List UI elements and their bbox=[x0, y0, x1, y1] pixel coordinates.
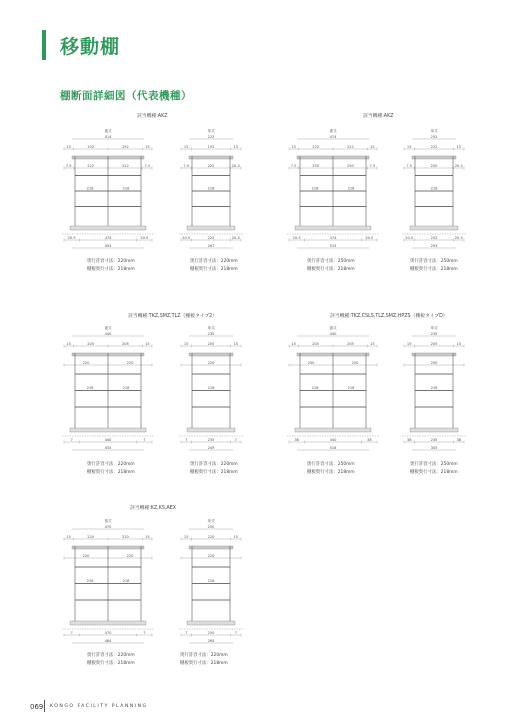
shelf-depth-label: 218 bbox=[86, 579, 94, 583]
note-depth-allowance: 奥行許容寸法：250mm bbox=[410, 259, 458, 264]
bottom-dim-label: 7 bbox=[185, 630, 188, 635]
drawing-svg bbox=[398, 126, 470, 256]
bottom-dim-label: 7 bbox=[185, 437, 188, 442]
top-dim-label: 205 bbox=[87, 341, 95, 346]
inner-dim-label: 220 bbox=[82, 360, 90, 365]
drawing-svg bbox=[175, 126, 247, 256]
bottom-dim-label: 235 bbox=[430, 437, 438, 442]
inner-dim-label: 250 bbox=[430, 163, 438, 168]
note-depth-allowance: 奥行許容寸法：220mm bbox=[190, 259, 238, 264]
drawing-svg bbox=[175, 323, 247, 458]
total-dim-label: 454 bbox=[104, 445, 112, 450]
total-dim-label: 267 bbox=[207, 243, 215, 248]
shelf-depth-label: 218 bbox=[430, 186, 438, 191]
note-shelf-depth: 棚板奥行寸法：218mm bbox=[190, 266, 238, 272]
overall-dim-label: 414 bbox=[104, 134, 112, 139]
bottom-dim-label: 7 bbox=[143, 437, 146, 442]
drawing-svg bbox=[175, 516, 247, 651]
note-depth-allowance: 奥行許容寸法：220mm bbox=[180, 653, 228, 658]
note-shelf-depth: 棚板奥行寸法：218mm bbox=[307, 469, 355, 475]
section-drawing-akz-single bbox=[175, 126, 247, 256]
title-accent-bar bbox=[42, 30, 46, 60]
top-dim-label: 15 bbox=[233, 534, 239, 539]
view-label: 単式 bbox=[430, 129, 438, 133]
note-shelf-depth: 棚板奥行寸法：218mm bbox=[87, 266, 135, 272]
bottom-dim-label: 474 bbox=[329, 235, 337, 240]
top-dim-label: 15 bbox=[291, 144, 296, 149]
top-dim-label: 15 bbox=[456, 144, 462, 149]
bottom-dim-label: 474 bbox=[104, 235, 112, 240]
section-drawing-tkz-single bbox=[175, 323, 247, 458]
top-dim-label: 15 bbox=[66, 534, 71, 539]
notes-d3 bbox=[410, 258, 458, 273]
inner-dim-label: 20.5 bbox=[454, 163, 463, 168]
overall-dim-label: 440 bbox=[104, 331, 112, 336]
inner-dim-label: 250 bbox=[307, 360, 315, 365]
view-label: 単式 bbox=[207, 519, 215, 523]
top-dim-label: 205 bbox=[312, 341, 320, 346]
drawing-svg bbox=[398, 323, 470, 458]
base-carriage bbox=[70, 621, 146, 625]
inner-dim-label: 7.5 bbox=[369, 163, 376, 168]
page-title: 移動棚 bbox=[60, 36, 121, 58]
base-carriage bbox=[187, 621, 235, 625]
bottom-dim-label: 20.5 bbox=[292, 235, 301, 240]
top-dim-label: 222 bbox=[430, 144, 438, 149]
top-dim-label: 15 bbox=[183, 534, 189, 539]
group-label-4: 該当機種:TKZ,CSLS,TLZ,SMZ,HPZS（棚板タイプD） bbox=[330, 314, 448, 319]
shelf-depth-label: 218 bbox=[347, 386, 355, 390]
bottom-dim-label: 20.5 bbox=[365, 235, 374, 240]
top-plate bbox=[412, 353, 456, 356]
top-dim-label: 15 bbox=[370, 341, 375, 346]
total-dim-label: 264 bbox=[207, 638, 215, 643]
top-dim-label: 15 bbox=[233, 341, 239, 346]
inner-dim-label: 250 bbox=[312, 163, 320, 168]
section-drawing-tkzd-double bbox=[283, 323, 383, 458]
note-shelf-depth: 棚板奥行寸法：218mm bbox=[410, 266, 458, 272]
inner-dim-label: 222 bbox=[121, 163, 129, 168]
bottom-dim-label: 20.5 bbox=[454, 235, 463, 240]
group-label-1: 該当機種:AKZ bbox=[137, 114, 168, 119]
inner-dim-label: 220 bbox=[126, 553, 134, 558]
inner-dim-label: 220 bbox=[126, 360, 134, 365]
top-dim-label: 205 bbox=[346, 341, 354, 346]
group-label-2: 該当機種:AKZ bbox=[363, 114, 394, 119]
section-drawing-kz-single bbox=[175, 516, 247, 651]
notes-d2 bbox=[307, 258, 355, 273]
notes-d6 bbox=[307, 461, 355, 476]
note-depth-allowance: 奥行許容寸法：220mm bbox=[87, 653, 135, 658]
note-depth-allowance: 奥行許容寸法：220mm bbox=[190, 462, 238, 467]
shelf-depth-label: 218 bbox=[347, 186, 355, 191]
shelf-depth-label: 218 bbox=[122, 386, 130, 390]
inner-dim-label: 7.5 bbox=[290, 163, 297, 168]
notes-d1 bbox=[190, 258, 238, 273]
top-dim-label: 15 bbox=[145, 534, 150, 539]
base-carriage bbox=[410, 226, 458, 230]
overall-dim-label: 222 bbox=[207, 134, 215, 139]
notes-d7 bbox=[410, 461, 458, 476]
base-carriage bbox=[187, 428, 235, 432]
inner-dim-label: 20.5 bbox=[231, 163, 240, 168]
note-depth-allowance: 奥行許容寸法：220mm bbox=[87, 462, 135, 467]
shelf-depth-label: 218 bbox=[122, 579, 130, 583]
base-carriage bbox=[295, 226, 371, 230]
bottom-dim-label: 20.5 bbox=[67, 235, 76, 240]
total-dim-label: 484 bbox=[104, 638, 112, 643]
section-drawing-akz-double bbox=[58, 126, 158, 256]
overall-dim-label: 235 bbox=[207, 331, 215, 336]
bottom-dim-label: 235 bbox=[207, 437, 215, 442]
bottom-dim-label: 252 bbox=[430, 235, 438, 240]
footer-divider bbox=[44, 700, 45, 712]
top-dim-label: 15 bbox=[66, 144, 71, 149]
bottom-dim-label: 440 bbox=[104, 437, 112, 442]
overall-dim-label: 474 bbox=[329, 134, 337, 139]
total-dim-label: 293 bbox=[430, 243, 438, 248]
drawing-svg bbox=[283, 323, 383, 458]
total-dim-label: 515 bbox=[329, 243, 337, 248]
notes-d9 bbox=[180, 652, 228, 667]
note-shelf-depth: 棚板奥行寸法：218mm bbox=[87, 660, 135, 666]
view-label: 単式 bbox=[430, 326, 438, 330]
top-plate bbox=[189, 353, 233, 356]
drawing-svg bbox=[58, 323, 158, 458]
top-dim-label: 205 bbox=[121, 341, 129, 346]
top-dim-label: 15 bbox=[145, 341, 150, 346]
total-dim-label: 493 bbox=[104, 243, 112, 248]
shelf-depth-label: 218 bbox=[207, 386, 215, 390]
page-number: 069 bbox=[30, 703, 44, 711]
base-carriage bbox=[70, 226, 146, 230]
total-dim-label: 305 bbox=[430, 445, 438, 450]
top-plate bbox=[412, 156, 456, 159]
shelf-depth-label: 218 bbox=[207, 579, 215, 583]
bottom-dim-label: 20.5 bbox=[405, 235, 414, 240]
note-depth-allowance: 奥行許容寸法：220mm bbox=[87, 259, 135, 264]
notes-d8 bbox=[87, 652, 135, 667]
total-dim-label: 516 bbox=[329, 445, 337, 450]
inner-dim-label: 7.5 bbox=[65, 163, 72, 168]
notes-d4 bbox=[87, 461, 135, 476]
bottom-dim-label: 250 bbox=[207, 630, 215, 635]
section-drawing-tkzd-single bbox=[398, 323, 470, 458]
view-label: 複式 bbox=[104, 129, 112, 133]
note-depth-allowance: 奥行許容寸法：250mm bbox=[307, 259, 355, 264]
top-dim-label: 220 bbox=[121, 534, 129, 539]
bottom-dim-label: 7 bbox=[143, 630, 146, 635]
inner-dim-label: 250 bbox=[346, 163, 354, 168]
view-label: 複式 bbox=[329, 129, 337, 133]
top-dim-label: 15 bbox=[406, 341, 412, 346]
base-carriage bbox=[70, 428, 146, 432]
section-drawing-akz-double-250 bbox=[283, 126, 383, 256]
top-dim-label: 15 bbox=[66, 341, 71, 346]
shelf-depth-label: 218 bbox=[311, 386, 319, 390]
shelf-depth-label: 218 bbox=[122, 186, 130, 191]
top-dim-label: 220 bbox=[207, 534, 215, 539]
top-dim-label: 222 bbox=[346, 144, 354, 149]
top-dim-label: 192 bbox=[121, 144, 129, 149]
bottom-dim-label: 440 bbox=[329, 437, 337, 442]
bottom-dim-label: 38 bbox=[294, 437, 299, 442]
bottom-dim-label: 470 bbox=[104, 630, 112, 635]
top-dim-label: 205 bbox=[207, 341, 215, 346]
bottom-dim-label: 7 bbox=[234, 437, 237, 442]
note-shelf-depth: 棚板奥行寸法：218mm bbox=[87, 469, 135, 475]
inner-dim-label: 220 bbox=[207, 553, 215, 558]
top-dim-label: 192 bbox=[207, 144, 215, 149]
note-shelf-depth: 棚板奥行寸法：218mm bbox=[190, 469, 238, 475]
inner-dim-label: 250 bbox=[351, 360, 359, 365]
note-depth-allowance: 奥行許容寸法：250mm bbox=[307, 462, 355, 467]
bottom-dim-label: 7 bbox=[70, 630, 73, 635]
total-dim-label: 249 bbox=[207, 445, 215, 450]
drawing-svg bbox=[58, 516, 158, 651]
bottom-dim-label: 38 bbox=[406, 437, 412, 442]
overall-dim-label: 440 bbox=[329, 331, 337, 336]
bottom-dim-label: 20.5 bbox=[231, 235, 240, 240]
view-label: 単式 bbox=[207, 129, 215, 133]
overall-dim-label: 250 bbox=[207, 524, 215, 529]
notes-d5 bbox=[190, 461, 238, 476]
bottom-dim-label: 7 bbox=[70, 437, 73, 442]
top-dim-label: 222 bbox=[312, 144, 320, 149]
overall-dim-label: 235 bbox=[430, 331, 438, 336]
inner-dim-label: 250 bbox=[430, 360, 438, 365]
bottom-dim-label: 20.5 bbox=[182, 235, 191, 240]
shelf-depth-label: 218 bbox=[207, 186, 215, 191]
base-carriage bbox=[187, 226, 235, 230]
view-label: 単式 bbox=[207, 326, 215, 330]
top-dim-label: 220 bbox=[87, 534, 95, 539]
bottom-dim-label: 20.5 bbox=[140, 235, 149, 240]
section-drawing-tkz-double bbox=[58, 323, 158, 458]
note-shelf-depth: 棚板奥行寸法：218mm bbox=[180, 660, 228, 666]
inner-dim-label: 220 bbox=[207, 360, 215, 365]
view-label: 複式 bbox=[329, 326, 337, 330]
top-dim-label: 192 bbox=[87, 144, 95, 149]
top-dim-label: 15 bbox=[183, 144, 189, 149]
section-title: 棚断面詳細図（代表機種） bbox=[60, 90, 192, 102]
top-dim-label: 15 bbox=[183, 341, 189, 346]
overall-dim-label: 470 bbox=[104, 524, 112, 529]
base-carriage bbox=[410, 428, 458, 432]
drawing-svg bbox=[283, 126, 383, 256]
bottom-dim-label: 222 bbox=[207, 235, 215, 240]
inner-dim-label: 7.5 bbox=[406, 163, 413, 168]
top-dim-label: 15 bbox=[456, 341, 462, 346]
top-plate bbox=[189, 156, 233, 159]
overall-dim-label: 252 bbox=[430, 134, 438, 139]
company-name: KONGO FACILITY PLANNING bbox=[50, 704, 148, 709]
bottom-dim-label: 38 bbox=[456, 437, 462, 442]
drawing-svg bbox=[58, 126, 158, 256]
inner-dim-label: 7.5 bbox=[144, 163, 151, 168]
section-drawing-akz-single-250 bbox=[398, 126, 470, 256]
shelf-depth-label: 218 bbox=[311, 186, 319, 191]
top-dim-label: 205 bbox=[430, 341, 438, 346]
top-dim-label: 15 bbox=[291, 341, 296, 346]
note-depth-allowance: 奥行許容寸法：250mm bbox=[410, 462, 458, 467]
note-shelf-depth: 棚板奥行寸法：218mm bbox=[307, 266, 355, 272]
shelf-depth-label: 218 bbox=[86, 186, 94, 191]
inner-dim-label: 222 bbox=[207, 163, 215, 168]
top-dim-label: 15 bbox=[233, 144, 239, 149]
inner-dim-label: 222 bbox=[87, 163, 95, 168]
notes-d0 bbox=[87, 258, 135, 273]
group-label-5: 該当機種:KZ,KS,AEX bbox=[130, 506, 177, 511]
bottom-dim-label: 7 bbox=[234, 630, 237, 635]
section-drawing-kz-double bbox=[58, 516, 158, 651]
top-dim-label: 15 bbox=[406, 144, 412, 149]
shelf-depth-label: 218 bbox=[86, 386, 94, 390]
inner-dim-label: 220 bbox=[82, 553, 90, 558]
view-label: 複式 bbox=[104, 326, 112, 330]
inner-dim-label: 7.5 bbox=[183, 163, 190, 168]
note-shelf-depth: 棚板奥行寸法：218mm bbox=[410, 469, 458, 475]
shelf-depth-label: 218 bbox=[430, 386, 438, 390]
bottom-dim-label: 38 bbox=[367, 437, 372, 442]
top-plate bbox=[189, 546, 233, 549]
base-carriage bbox=[295, 428, 371, 432]
top-dim-label: 15 bbox=[370, 144, 375, 149]
group-label-3: 該当機種:TKZ,SMZ,TLZ（棚板タイプ2） bbox=[128, 314, 217, 319]
top-dim-label: 15 bbox=[145, 144, 150, 149]
view-label: 複式 bbox=[104, 519, 112, 523]
